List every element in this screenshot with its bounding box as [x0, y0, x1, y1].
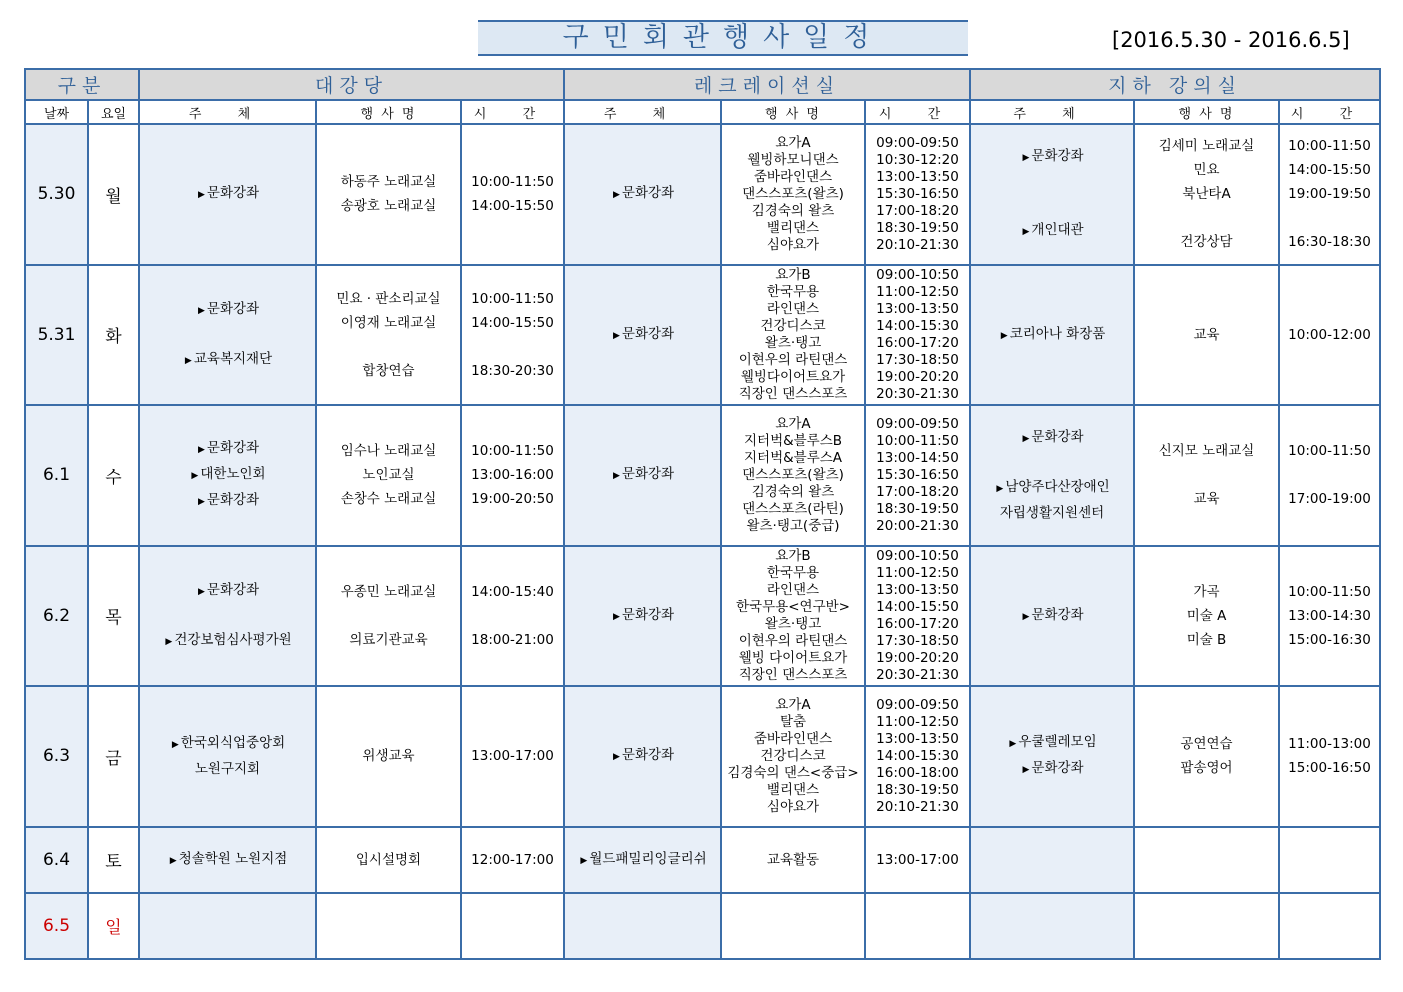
- date-range: [2016.5.30 - 2016.6.5]: [1112, 28, 1350, 52]
- hall-event-cell: 민요 · 판소리교실 이영재 노래교실 합창연습: [316, 265, 461, 406]
- hall-host-cell: ▶ 문화강좌 ▶ 교육복지재단: [139, 265, 316, 406]
- rec-event-cell: 요가B 한국무용 라인댄스 한국무용<연구반> 왈츠·탱고 이현우의 라틴댄스 웰빙 다이어트요가 직장인 댄스스포츠: [721, 546, 865, 687]
- rec-host-cell: ▶ 월드패밀리잉글리쉬: [564, 827, 721, 893]
- base-event-cell: 교육: [1134, 265, 1279, 406]
- hall-time-cell: 12:00-17:00: [461, 827, 564, 893]
- rec-time-cell: 09:00-09:50 10:00-11:50 13:00-14:50 15:30-16:50 17:00-18:20 18:30-19:50 20:00-21:30: [865, 405, 970, 546]
- base-host-cell: ▶ 문화강좌 ▶ 남양주다산장애인 자립생활지원센터: [970, 405, 1134, 546]
- weekday-cell: 수: [88, 405, 139, 546]
- base-event-cell: 신지모 노래교실 교육: [1134, 405, 1279, 546]
- base-host-cell: ▶ 우쿨렐레모임 ▶ 문화강좌: [970, 686, 1134, 827]
- schedule-row: [25, 124, 1380, 265]
- rec-time-cell: 09:00-10:50 11:00-12:50 13:00-13:50 14:00-15:30 16:00-17:20 17:30-18:50 19:00-20:20 20:30-21:30: [865, 265, 970, 406]
- schedule-row: [25, 546, 1380, 687]
- date-col-header: 날짜: [25, 100, 88, 124]
- base-time-cell: 10:00-11:50 17:00-19:00: [1279, 405, 1380, 546]
- weekday-cell: 토: [88, 827, 139, 893]
- hall-event-cell: 위생교육: [316, 686, 461, 827]
- base-time-cell: 10:00-11:50 14:00-15:50 19:00-19:50 16:30-18:30: [1279, 124, 1380, 265]
- date-cell: 6.5: [25, 893, 88, 959]
- hall-host-cell: ▶ 문화강좌 ▶ 대한노인회 ▶ 문화강좌: [139, 405, 316, 546]
- date-cell: 6.2: [25, 546, 88, 687]
- rec-time-cell: 09:00-09:50 11:00-12:50 13:00-13:50 14:00-15:30 16:00-18:00 18:30-19:50 20:10-21:30: [865, 686, 970, 827]
- date-cell: 6.4: [25, 827, 88, 893]
- base-host-cell: [970, 827, 1134, 893]
- rec-event-cell: 요가B 한국무용 라인댄스 건강디스코 왈츠·탱고 이현우의 라틴댄스 웰빙다이어트요가 직장인 댄스스포츠: [721, 265, 865, 406]
- hall-header: 대강당: [139, 69, 564, 100]
- schedule-row: [25, 827, 1380, 893]
- section-header-row: [25, 69, 1380, 100]
- base-event-cell: 가곡 미술 A 미술 B: [1134, 546, 1279, 687]
- rec-event-cell: [721, 893, 865, 959]
- base-host-cell: ▶ 문화강좌: [970, 546, 1134, 687]
- weekday-col-header: 요일: [88, 100, 139, 124]
- base-event-cell: 김세미 노래교실 민요 북난타A 건강상담: [1134, 124, 1279, 265]
- rec-host-col-header: 주 체: [564, 100, 721, 124]
- schedule-row: [25, 265, 1380, 406]
- hall-host-cell: ▶ 문화강좌: [139, 124, 316, 265]
- hall-time-cell: [461, 893, 564, 959]
- schedule-row: [25, 405, 1380, 546]
- hall-event-cell: 입시설명회: [316, 827, 461, 893]
- rec-host-cell: ▶ 문화강좌: [564, 546, 721, 687]
- base-time-cell: 11:00-13:00 15:00-16:50: [1279, 686, 1380, 827]
- base-host-col-header: 주 체: [970, 100, 1134, 124]
- weekday-cell: 월: [88, 124, 139, 265]
- date-cell: 6.3: [25, 686, 88, 827]
- hall-time-cell: 10:00-11:50 13:00-16:00 19:00-20:50: [461, 405, 564, 546]
- hall-event-cell: 우종민 노래교실 의료기관교육: [316, 546, 461, 687]
- hall-host-col-header: 주 체: [139, 100, 316, 124]
- hall-event-col-header: 행 사 명: [316, 100, 461, 124]
- schedule-row: [25, 893, 1380, 959]
- rec-event-col-header: 행 사 명: [721, 100, 865, 124]
- rec-event-cell: 요가A 웰빙하모니댄스 줌바라인댄스 댄스스포츠(왈츠) 김경숙의 왈츠 밸리댄스 심야요가: [721, 124, 865, 265]
- hall-host-cell: ▶ 문화강좌 ▶ 건강보험심사평가원: [139, 546, 316, 687]
- base-time-cell: [1279, 893, 1380, 959]
- basement-header: 지하 강의실: [970, 69, 1380, 100]
- hall-event-cell: 임수나 노래교실 노인교실 손창수 노래교실: [316, 405, 461, 546]
- base-time-cell: 10:00-12:00: [1279, 265, 1380, 406]
- base-time-cell: 10:00-11:50 13:00-14:30 15:00-16:30: [1279, 546, 1380, 687]
- rec-time-cell: 09:00-10:50 11:00-12:50 13:00-13:50 14:00-15:50 16:00-17:20 17:30-18:50 19:00-20:20 20:30-21:30: [865, 546, 970, 687]
- division-header: 구분: [25, 69, 139, 100]
- base-time-col-header: 시 간: [1279, 100, 1380, 124]
- hall-host-cell: [139, 893, 316, 959]
- base-event-col-header: 행 사 명: [1134, 100, 1279, 124]
- hall-event-cell: [316, 893, 461, 959]
- weekday-cell: 금: [88, 686, 139, 827]
- date-cell: 6.1: [25, 405, 88, 546]
- rec-event-cell: 요가A 지터벅&블루스B 지터벅&블루스A 댄스스포츠(왈츠) 김경숙의 왈츠 댄스스포츠(라틴) 왈츠·탱고(중급): [721, 405, 865, 546]
- rec-host-cell: ▶ 문화강좌: [564, 686, 721, 827]
- weekday-cell: 일: [88, 893, 139, 959]
- rec-room-header: 레크레이션실: [564, 69, 970, 100]
- schedule-table: [24, 68, 1381, 960]
- base-host-cell: ▶ 문화강좌 ▶ 개인대관: [970, 124, 1134, 265]
- rec-event-cell: 교육활동: [721, 827, 865, 893]
- rec-host-cell: [564, 893, 721, 959]
- base-event-cell: [1134, 827, 1279, 893]
- rec-time-cell: 09:00-09:50 10:30-12:20 13:00-13:50 15:30-16:50 17:00-18:20 18:30-19:50 20:10-21:30: [865, 124, 970, 265]
- date-cell: 5.30: [25, 124, 88, 265]
- schedule-row: [25, 686, 1380, 827]
- rec-host-cell: ▶ 문화강좌: [564, 265, 721, 406]
- rec-event-cell: 요가A 탈춤 줌바라인댄스 건강디스코 김경숙의 댄스<중급> 밸리댄스 심야요가: [721, 686, 865, 827]
- hall-host-cell: ▶ 한국외식업중앙회 노원구지회: [139, 686, 316, 827]
- rec-time-cell: 13:00-17:00: [865, 827, 970, 893]
- base-host-cell: [970, 893, 1134, 959]
- base-host-cell: ▶ 코리아나 화장품: [970, 265, 1134, 406]
- rec-time-col-header: 시 간: [865, 100, 970, 124]
- hall-host-cell: ▶ 청솔학원 노원지점: [139, 827, 316, 893]
- hall-time-col-header: 시 간: [461, 100, 564, 124]
- hall-time-cell: 13:00-17:00: [461, 686, 564, 827]
- date-cell: 5.31: [25, 265, 88, 406]
- base-time-cell: [1279, 827, 1380, 893]
- rec-host-cell: ▶ 문화강좌: [564, 124, 721, 265]
- hall-event-cell: 하동주 노래교실 송광호 노래교실: [316, 124, 461, 265]
- base-event-cell: [1134, 893, 1279, 959]
- hall-time-cell: 10:00-11:50 14:00-15:50: [461, 124, 564, 265]
- weekday-cell: 목: [88, 546, 139, 687]
- hall-time-cell: 14:00-15:40 18:00-21:00: [461, 546, 564, 687]
- base-event-cell: 공연연습 팝송영어: [1134, 686, 1279, 827]
- page-title: 구민회관행사일정: [478, 20, 968, 56]
- rec-time-cell: [865, 893, 970, 959]
- hall-time-cell: 10:00-11:50 14:00-15:50 18:30-20:30: [461, 265, 564, 406]
- column-header-row: [25, 100, 1380, 124]
- weekday-cell: 화: [88, 265, 139, 406]
- rec-host-cell: ▶ 문화강좌: [564, 405, 721, 546]
